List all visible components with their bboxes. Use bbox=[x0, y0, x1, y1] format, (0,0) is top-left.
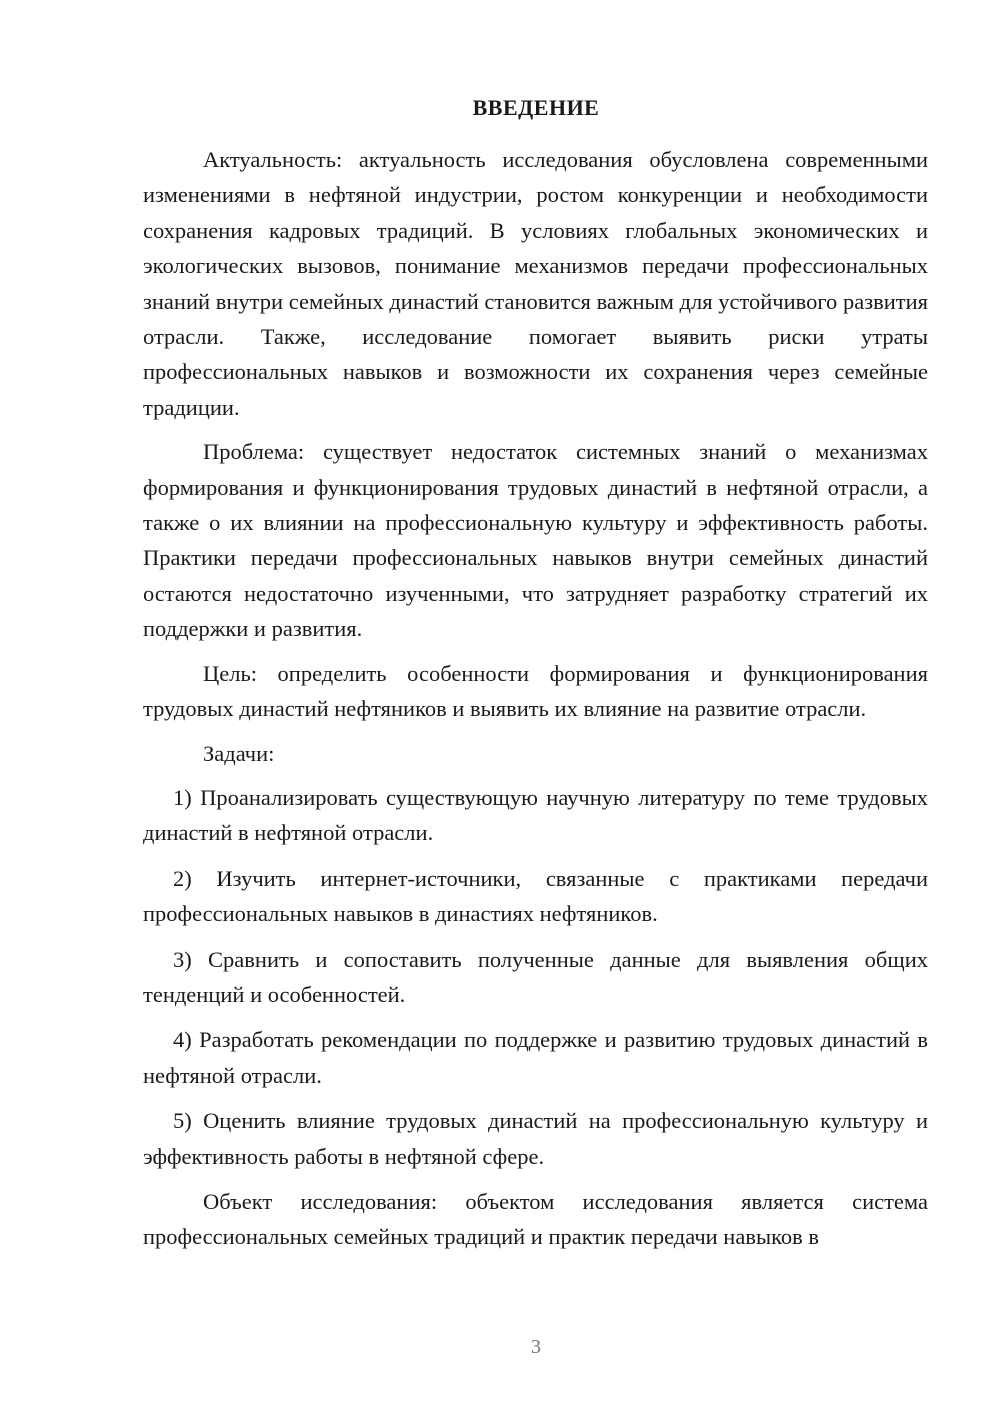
document-body bbox=[143, 142, 928, 1264]
task-text: Разработать рекомендации по поддержке и развитию трудовых династий в нефтяной отрасли. bbox=[143, 1027, 928, 1088]
task-number: 4) bbox=[173, 1027, 192, 1053]
task-item bbox=[143, 1022, 928, 1093]
task-text: Изучить интернет-источники, связанные с практиками передачи профессиональных навыков в династиях нефтяников. bbox=[143, 865, 928, 927]
task-item bbox=[143, 942, 928, 1013]
paragraph-goal: Цель: определить особенности формирования и функционирования трудовых династий нефтяников и выявить их влияние на развитие отрасли. bbox=[143, 660, 928, 722]
tasks-heading: Задачи: bbox=[203, 740, 275, 766]
paragraph-object: Объект исследования: объектом исследования является система профессиональных семейных традиций и практик передачи навыков в bbox=[143, 1188, 928, 1250]
task-text: Оценить влияние трудовых династий на профессиональную культуру и эффективность работы в нефтяной сфере. bbox=[143, 1108, 928, 1169]
page-number: 3 bbox=[531, 1336, 541, 1358]
page-title: ВВЕДЕНИЕ bbox=[472, 95, 600, 120]
task-item bbox=[143, 861, 928, 932]
paragraph-relevance: Актуальность: актуальность исследования обусловлена современными изменениями в нефтяной индустрии, ростом конкуренции и необходимости сохранения кадровых традиций. В условиях глобальных экономических и экологических вызовов, понимание механизмов передачи профессиональных знаний внутри семейных династий становится важным для устойчивого развития отрасли. Также, исследование помогает выявить риски утраты профессиональных навыков и возможности их сохранения через семейные традиции. bbox=[143, 147, 928, 420]
task-item bbox=[143, 1103, 928, 1174]
task-text: Сравнить и сопоставить полученные данные для выявления общих тенденций и особенностей. bbox=[143, 946, 928, 1007]
task-number: 5) bbox=[173, 1108, 192, 1134]
task-number: 3) bbox=[173, 946, 192, 972]
task-number: 1) bbox=[173, 784, 192, 810]
task-text: Проанализировать существующую научную литературу по теме трудовых династий в нефтяной отрасли. bbox=[143, 784, 928, 846]
paragraph-problem: Проблема: существует недостаток системных знаний о механизмах формирования и функционирования трудовых династий в нефтяной отрасли, а также о их влиянии на профессиональную культуру и эффективность работы. Практики передачи профессиональных навыков внутри семейных династий остаются недостаточно изученными, что затрудняет разработку стратегий их поддержки и развития. bbox=[143, 439, 928, 642]
task-number: 2) bbox=[173, 865, 192, 891]
task-item bbox=[143, 780, 928, 851]
